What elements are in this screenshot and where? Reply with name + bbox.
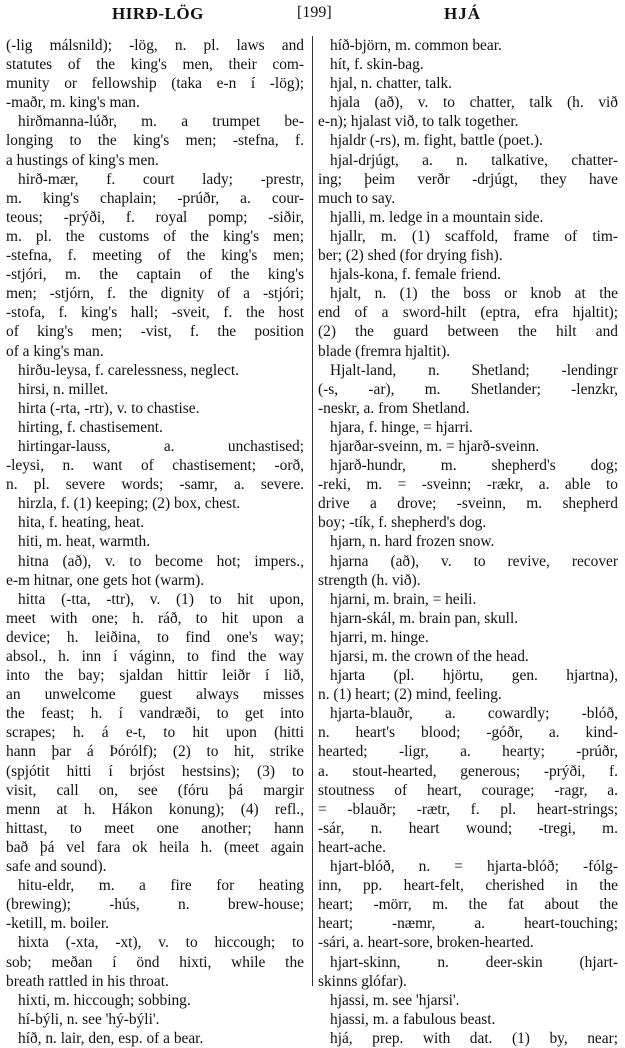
left-column-line: hitna (að), v. to become hot; impers., (18, 552, 304, 570)
left-column-line: (brewing); -hús, n. brew-house; (6, 896, 304, 914)
right-column-line: -neskr, a. from Shetland. (318, 399, 470, 417)
left-column-line: visit, call on, see (fóru þá margir (6, 781, 304, 799)
column-divider (312, 36, 313, 986)
left-column-line: an unwelcome guest always misses (6, 686, 304, 704)
right-column-line: stoutness of heart, courage; -ragr, a. (318, 781, 618, 799)
left-column-line: of a king's man. (6, 342, 104, 360)
left-column-line: meet with one; h. ráð, to hit upon a (6, 609, 304, 627)
right-column-line: híð-björn, m. common bear. (330, 37, 502, 54)
right-column-line: skinns glófar). (318, 972, 407, 990)
left-column-line: hirðu-leysa, f. carelessness, neglect. (18, 361, 239, 379)
left-column-line: hixti, m. hiccough; sobbing. (18, 991, 191, 1009)
page-number: [199] (297, 4, 332, 21)
left-column-line: teous; -prýði, f. royal pomp; -siðir, (6, 208, 304, 226)
right-column-line: hjarðar-sveinn, m. = hjarð-sveinn. (330, 437, 540, 455)
right-column-line: n. heart's blood; -góðr, a. kind- (318, 724, 618, 742)
left-column-line: hirð-mær, f. court lady; -prestr, (18, 170, 304, 188)
left-column-line: hirtingar-lauss, a. unchastised; (18, 437, 304, 455)
left-column-line: -ketill, m. boiler. (6, 915, 110, 933)
left-column-line: longing to the king's men; -stefna, f. (6, 132, 304, 150)
right-column-line: Hjalt-land, n. Shetland; -lendingr (330, 361, 618, 379)
right-column (318, 36, 618, 1048)
right-column-line: end of a sword-hilt (eptra, efra hjaltit); (318, 304, 618, 322)
left-column-line: the feast; h. í vandræði, to get into (6, 705, 304, 723)
right-column-line: n. (1) heart; (2) mind, feeling. (318, 686, 502, 704)
right-column-line: hjallr, m. (1) scaffold, frame of tim- (330, 227, 618, 245)
right-column-line: hjalli, m. ledge in a mountain side. (330, 208, 544, 226)
left-column-line: -maðr, m. king's man. (6, 94, 140, 112)
left-column-line: hí-býli, n. see 'hý-býli'. (18, 1010, 160, 1028)
left-column-line: hitu-eldr, m. a fire for heating (18, 877, 304, 895)
right-column-line: hjassi, m. a fabulous beast. (330, 1010, 496, 1028)
right-column-line: a. stout-hearted, generous; -prýði, f. (318, 762, 618, 780)
left-column-line: hixta (-xta, -xt), v. to hiccough; to (18, 934, 304, 952)
left-column-line: absol., h. inn í váginn, to find the way (6, 648, 304, 665)
right-column-line: hjarri, m. hinge. (330, 628, 429, 646)
right-column-line: hjara, f. hinge, = hjarri. (330, 418, 473, 436)
left-column-line: into the bay; sjaldan hittir leiðr í lið, (6, 667, 304, 685)
right-column-line: hjals-kona, f. female friend. (330, 266, 501, 284)
right-column-line: boy; -tík, f. shepherd's dog. (318, 514, 487, 532)
left-column-line: hirting, f. chastisement. (18, 418, 163, 436)
right-column-line: hjarta-blauðr, a. cowardly; -blóð, (330, 705, 618, 723)
left-column-line: men; -stjórn, f. the dignity of a -stjóri; (6, 285, 304, 303)
left-column-line: m. pl. the customs of the king's men; (6, 227, 304, 245)
right-column-line: heart; -næmr, a. heart-touching; (318, 915, 618, 933)
left-column-line: of king's men; -vist, f. the position (6, 323, 304, 341)
right-column-line: ing; þeim verðr -drjúgt, they have (318, 170, 618, 188)
left-column-line: bað þá vel fara ok heila h. (meet again (6, 838, 304, 856)
left-column-line: hita, f. heating, heat. (18, 514, 145, 532)
left-column-line: -stefna, f. meeting of the king's men; (6, 247, 304, 265)
right-column-line: hjarna (að), v. to revive, recover (330, 552, 618, 570)
right-column-line: = -blauðr; -rætr, f. pl. heart-strings; (318, 800, 618, 818)
right-column-line: hjá, prep. with dat. (1) by, near; (330, 1029, 618, 1047)
left-column-line: hirta (-rta, -rtr), v. to chastise. (18, 399, 200, 417)
right-column-line: hjala (að), v. to chatter, talk (h. við (330, 94, 618, 112)
right-column-line: hít, f. skin-bag. (330, 56, 424, 74)
left-column-line: (-lig málsnild); -lög, n. pl. laws and (6, 37, 304, 54)
right-column-line: inn, pp. heart-felt, cherished in the (318, 877, 618, 895)
right-column-line: hjaldr (-rs), m. fight, battle (poet.). (330, 132, 543, 150)
left-column-line: statutes of the king's men, their com- (6, 56, 304, 74)
left-column (6, 36, 304, 1048)
right-column-line: (2) the guard between the hilt and (318, 323, 618, 341)
right-column-line: heart; -mörr, m. the fat about the (318, 896, 618, 914)
left-column-line: hirðmanna-lúðr, m. a trumpet be- (18, 113, 304, 131)
left-column-line: hirzla, f. (1) keeping; (2) box, chest. (18, 495, 241, 513)
right-column-line: -sár, n. heart wound; -tregi, m. (318, 819, 618, 837)
left-column-line: hann þar á Þórólf); (2) to hit, strike (6, 743, 304, 761)
header-right-guideword: HJÁ (444, 4, 481, 23)
right-column-line: strength (h. við). (318, 571, 421, 589)
left-column-line: -stjóri, m. the captain of the king's (6, 266, 304, 284)
left-column-line: scrapes; h. á e-t, to hit upon (hitti (6, 724, 304, 742)
left-column-line: menn at h. Hákon konung); (4) refl., (6, 800, 304, 818)
left-column-line: (spjótit hitti í brjóst hestsins); (3) to (6, 762, 304, 780)
left-column-line: -leysi, n. want of chastisement; -orð, (6, 457, 304, 475)
right-column-line: hjarsi, m. the crown of the head. (330, 648, 529, 665)
left-column-line: n. pl. severe words; -samr, a. severe. (6, 476, 304, 494)
right-column-line: hjal, n. chatter, talk. (330, 75, 453, 93)
left-column-line: safe and sound). (6, 858, 107, 876)
right-column-line: hjassi, m. see 'hjarsi'. (330, 991, 460, 1009)
right-column-line: blade (fremra hjaltit). (318, 342, 451, 360)
right-column-line: ber; (2) shed (for drying fish). (318, 247, 503, 265)
header-left-guideword: HIRÐ-LÖG (112, 4, 204, 23)
left-column-line: híð, n. lair, den, esp. of a bear. (18, 1029, 204, 1047)
right-column-line: hjarni, m. brain, = heili. (330, 590, 477, 608)
right-column-line: -sári, a. heart-sore, broken-hearted. (318, 934, 534, 952)
right-column-line: hjarð-hundr, m. shepherd's dog; (330, 457, 618, 475)
left-column-line: a hustings of king's men. (6, 151, 159, 169)
left-column-line: sob; meðan í önd hixti, while the (6, 953, 304, 971)
right-column-line: hearted; -ligr, a. hearty; -prúðr, (318, 743, 618, 761)
right-column-line: -reki, m. = -sveinn; -rækr, a. able to (318, 476, 618, 494)
right-column-line: hjarn, n. hard frozen snow. (330, 533, 495, 551)
left-column-line: device; h. leiðina, to find one's way; (6, 628, 304, 646)
right-column-line: much to say. (318, 189, 396, 207)
right-column-line: drive a drove; -sveinn, m. shepherd (318, 495, 618, 513)
left-column-line: hitta (-tta, -ttr), v. (1) to hit upon, (18, 590, 304, 608)
right-column-line: hjarta (pl. hjörtu, gen. hjartna), (330, 667, 618, 685)
right-column-line: hjart-blóð, n. = hjarta-blóð; -fólg- (330, 858, 618, 876)
left-column-line: breath rattled in his throat. (6, 972, 169, 990)
right-column-line: hjal-drjúgt, a. n. talkative, chatter- (330, 151, 618, 169)
right-column-line: hjarn-skál, m. brain pan, skull. (330, 609, 519, 627)
left-column-line: -stofa, f. king's hall; -sveit, f. the host (6, 304, 304, 322)
left-column-line: munity or fellowship (taka e-n í -lög); (6, 75, 304, 93)
right-column-line: heart-ache. (318, 838, 386, 856)
left-column-line: hittast, to meet one another; hann (6, 819, 304, 837)
right-column-line: hjalt, n. (1) the boss or knob at the (330, 285, 618, 303)
page-header (0, 4, 625, 30)
right-column-line: hjart-skinn, n. deer-skin (hjart- (330, 953, 618, 971)
right-column-line: (-s, -ar), m. Shetlander; -lenzkr, (318, 380, 618, 398)
left-column-line: m. king's chaplain; -prúðr, a. cour- (6, 189, 304, 207)
left-column-line: hirsi, n. millet. (18, 380, 109, 398)
left-column-line: hiti, m. heat, warmth. (18, 533, 151, 551)
left-column-line: e-m hitnar, one gets hot (warm). (6, 571, 205, 589)
right-column-line: e-n); hjalast við, to talk together. (318, 113, 519, 131)
